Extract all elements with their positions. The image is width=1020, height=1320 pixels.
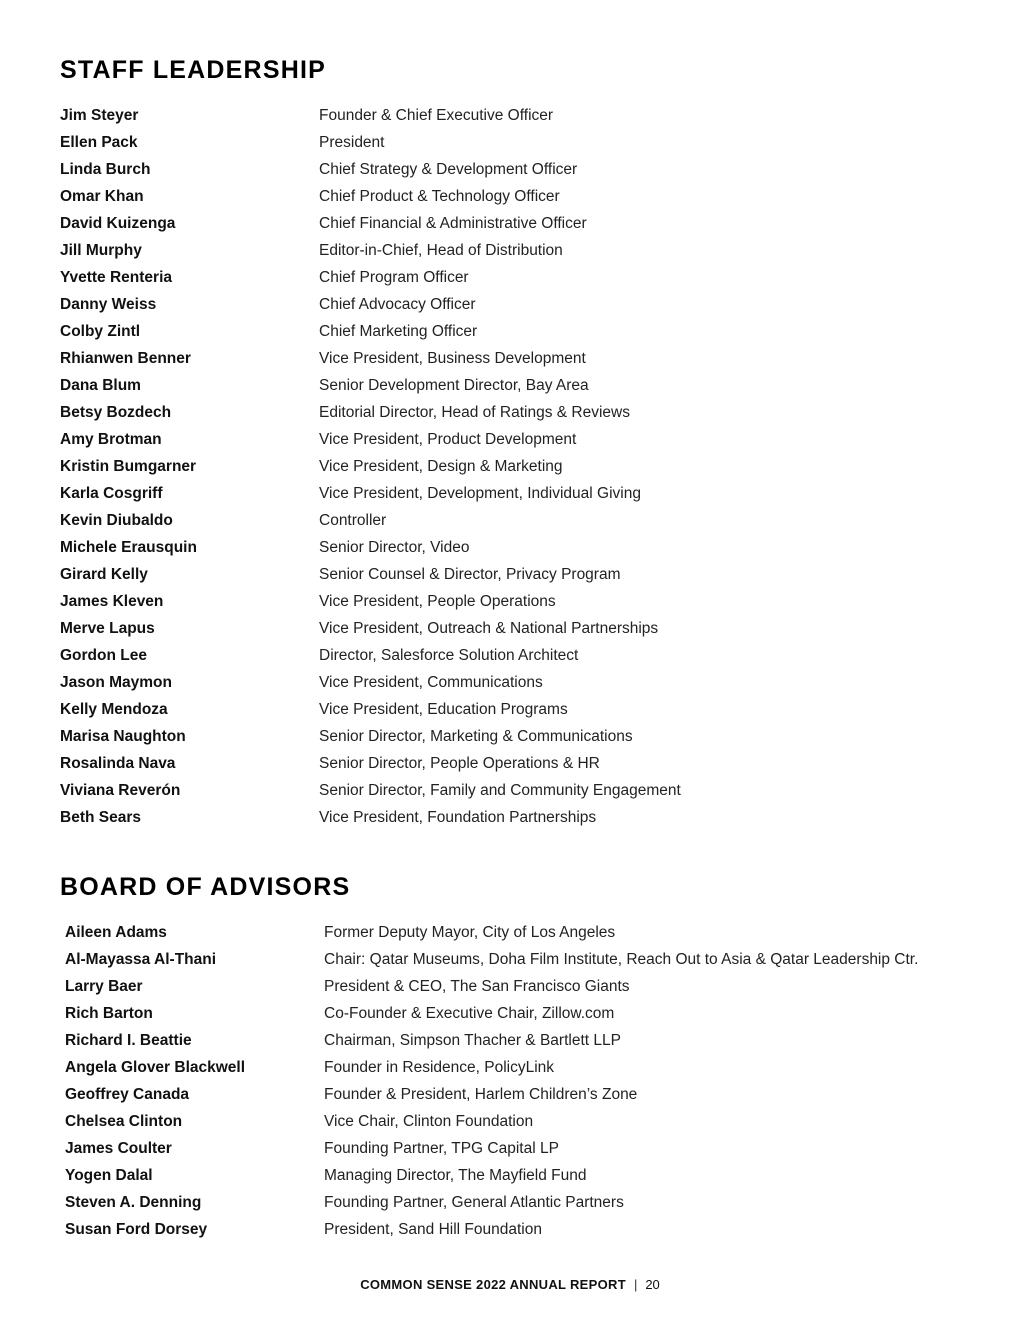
advisor-row	[0, 1112, 1020, 1139]
person-name: Ellen Pack	[60, 134, 138, 151]
person-role: Vice President, Foundation Partnerships	[319, 809, 597, 826]
person-role: Editor-in-Chief, Head of Distribution	[319, 242, 563, 259]
person-name: Angela Glover Blackwell	[65, 1059, 246, 1076]
staff-row	[0, 430, 1020, 457]
person-name: James Kleven	[60, 593, 164, 610]
person-role: Controller	[319, 512, 387, 529]
person-name: Rhianwen Benner	[60, 350, 191, 367]
person-name: Steven A. Denning	[65, 1194, 202, 1211]
person-role: President & CEO, The San Francisco Giants	[324, 978, 630, 995]
staff-row	[0, 754, 1020, 781]
person-name: Colby Zintl	[60, 323, 141, 340]
person-name: Yogen Dalal	[65, 1167, 153, 1184]
person-name: Omar Khan	[60, 188, 144, 205]
staff-row	[0, 160, 1020, 187]
person-role: Vice President, Communications	[319, 674, 543, 691]
person-role: Founder in Residence, PolicyLink	[324, 1059, 555, 1076]
person-role: Vice President, Outreach & National Partnerships	[319, 620, 659, 637]
person-name: Karla Cosgriff	[60, 485, 163, 502]
advisor-row	[0, 1031, 1020, 1058]
board-of-advisors-heading: BOARD OF ADVISORS	[60, 873, 351, 901]
person-role: President	[319, 134, 385, 151]
person-role: Chief Strategy & Development Officer	[319, 161, 578, 178]
staff-row	[0, 268, 1020, 295]
person-name: Girard Kelly	[60, 566, 148, 583]
staff-row	[0, 187, 1020, 214]
person-role: Chief Marketing Officer	[319, 323, 478, 340]
footer-separator: |	[633, 1277, 638, 1292]
advisor-row	[0, 1139, 1020, 1166]
person-name: Viviana Reverón	[60, 782, 181, 799]
person-role: Co-Founder & Executive Chair, Zillow.com	[324, 1005, 615, 1022]
person-role: Chief Program Officer	[319, 269, 469, 286]
person-role: Vice Chair, Clinton Foundation	[324, 1113, 534, 1130]
person-role: Director, Salesforce Solution Architect	[319, 647, 579, 664]
person-name: Kevin Diubaldo	[60, 512, 173, 529]
page-number: 20	[645, 1277, 660, 1292]
person-name: Michele Erausquin	[60, 539, 197, 556]
person-name: Rich Barton	[65, 1005, 153, 1022]
person-role: Chief Product & Technology Officer	[319, 188, 560, 205]
person-role: Vice President, Education Programs	[319, 701, 568, 718]
advisor-row	[0, 1058, 1020, 1085]
person-name: Kelly Mendoza	[60, 701, 168, 718]
person-name: David Kuizenga	[60, 215, 176, 232]
advisor-row	[0, 1085, 1020, 1112]
staff-row	[0, 214, 1020, 241]
staff-row	[0, 241, 1020, 268]
staff-row	[0, 295, 1020, 322]
person-name: James Coulter	[65, 1140, 172, 1157]
person-role: Senior Director, Marketing & Communications	[319, 728, 633, 745]
person-role: Founding Partner, TPG Capital LP	[324, 1140, 559, 1157]
advisor-row	[0, 923, 1020, 950]
person-role: Editorial Director, Head of Ratings & Reviews	[319, 404, 630, 421]
person-name: Geoffrey Canada	[65, 1086, 190, 1103]
person-role: Senior Director, People Operations & HR	[319, 755, 600, 772]
advisor-row	[0, 1004, 1020, 1031]
staff-row	[0, 781, 1020, 808]
advisor-row	[0, 1193, 1020, 1220]
staff-row	[0, 403, 1020, 430]
person-name: Susan Ford Dorsey	[65, 1221, 208, 1238]
person-name: Jim Steyer	[60, 107, 139, 124]
person-name: Kristin Bumgarner	[60, 458, 197, 475]
person-name: Larry Baer	[65, 978, 143, 995]
person-role: Senior Development Director, Bay Area	[319, 377, 589, 394]
staff-row	[0, 565, 1020, 592]
person-name: Marisa Naughton	[60, 728, 186, 745]
person-role: Vice President, Development, Individual Giving	[319, 485, 641, 502]
person-role: Chairman, Simpson Thacher & Bartlett LLP	[324, 1032, 621, 1049]
person-role: Senior Director, Family and Community Engagement	[319, 782, 681, 799]
page-footer	[0, 1276, 1020, 1294]
person-role: Senior Director, Video	[319, 539, 470, 556]
staff-row	[0, 646, 1020, 673]
staff-row	[0, 727, 1020, 754]
person-name: Amy Brotman	[60, 431, 162, 448]
person-role: Founder & President, Harlem Children’s Zone	[324, 1086, 638, 1103]
person-name: Betsy Bozdech	[60, 404, 172, 421]
staff-row	[0, 106, 1020, 133]
staff-leadership-heading: STAFF LEADERSHIP	[60, 56, 326, 84]
person-role: Chair: Qatar Museums, Doha Film Institute, Reach Out to Asia & Qatar Leadership Ctr.	[324, 951, 919, 968]
person-name: Merve Lapus	[60, 620, 155, 637]
person-role: Vice President, People Operations	[319, 593, 556, 610]
person-name: Dana Blum	[60, 377, 141, 394]
staff-row	[0, 673, 1020, 700]
advisor-row	[0, 1220, 1020, 1247]
staff-row	[0, 349, 1020, 376]
staff-row	[0, 376, 1020, 403]
person-role: Vice President, Design & Marketing	[319, 458, 563, 475]
staff-row	[0, 808, 1020, 835]
person-name: Gordon Lee	[60, 647, 147, 664]
person-role: Former Deputy Mayor, City of Los Angeles	[324, 924, 616, 941]
person-role: Vice President, Business Development	[319, 350, 586, 367]
staff-row	[0, 511, 1020, 538]
advisor-row	[0, 1166, 1020, 1193]
staff-row	[0, 538, 1020, 565]
person-role: Senior Counsel & Director, Privacy Program	[319, 566, 621, 583]
person-name: Jason Maymon	[60, 674, 172, 691]
person-name: Linda Burch	[60, 161, 151, 178]
person-role: Chief Financial & Administrative Officer	[319, 215, 587, 232]
staff-row	[0, 322, 1020, 349]
staff-row	[0, 619, 1020, 646]
person-name: Yvette Renteria	[60, 269, 172, 286]
staff-row	[0, 133, 1020, 160]
report-title: COMMON SENSE 2022 ANNUAL REPORT	[360, 1277, 626, 1292]
person-name: Richard I. Beattie	[65, 1032, 192, 1049]
staff-row	[0, 457, 1020, 484]
person-role: President, Sand Hill Foundation	[324, 1221, 542, 1238]
person-name: Al-Mayassa Al-Thani	[65, 951, 217, 968]
person-role: Chief Advocacy Officer	[319, 296, 476, 313]
person-name: Jill Murphy	[60, 242, 142, 259]
person-name: Danny Weiss	[60, 296, 157, 313]
person-role: Founder & Chief Executive Officer	[319, 107, 554, 124]
staff-row	[0, 700, 1020, 727]
person-name: Aileen Adams	[65, 924, 167, 941]
person-name: Rosalinda Nava	[60, 755, 176, 772]
person-role: Managing Director, The Mayfield Fund	[324, 1167, 587, 1184]
staff-row	[0, 592, 1020, 619]
advisor-row	[0, 977, 1020, 1004]
person-role: Founding Partner, General Atlantic Partners	[324, 1194, 624, 1211]
advisor-row	[0, 950, 1020, 977]
person-role: Vice President, Product Development	[319, 431, 577, 448]
person-name: Chelsea Clinton	[65, 1113, 183, 1130]
staff-row	[0, 484, 1020, 511]
person-name: Beth Sears	[60, 809, 141, 826]
